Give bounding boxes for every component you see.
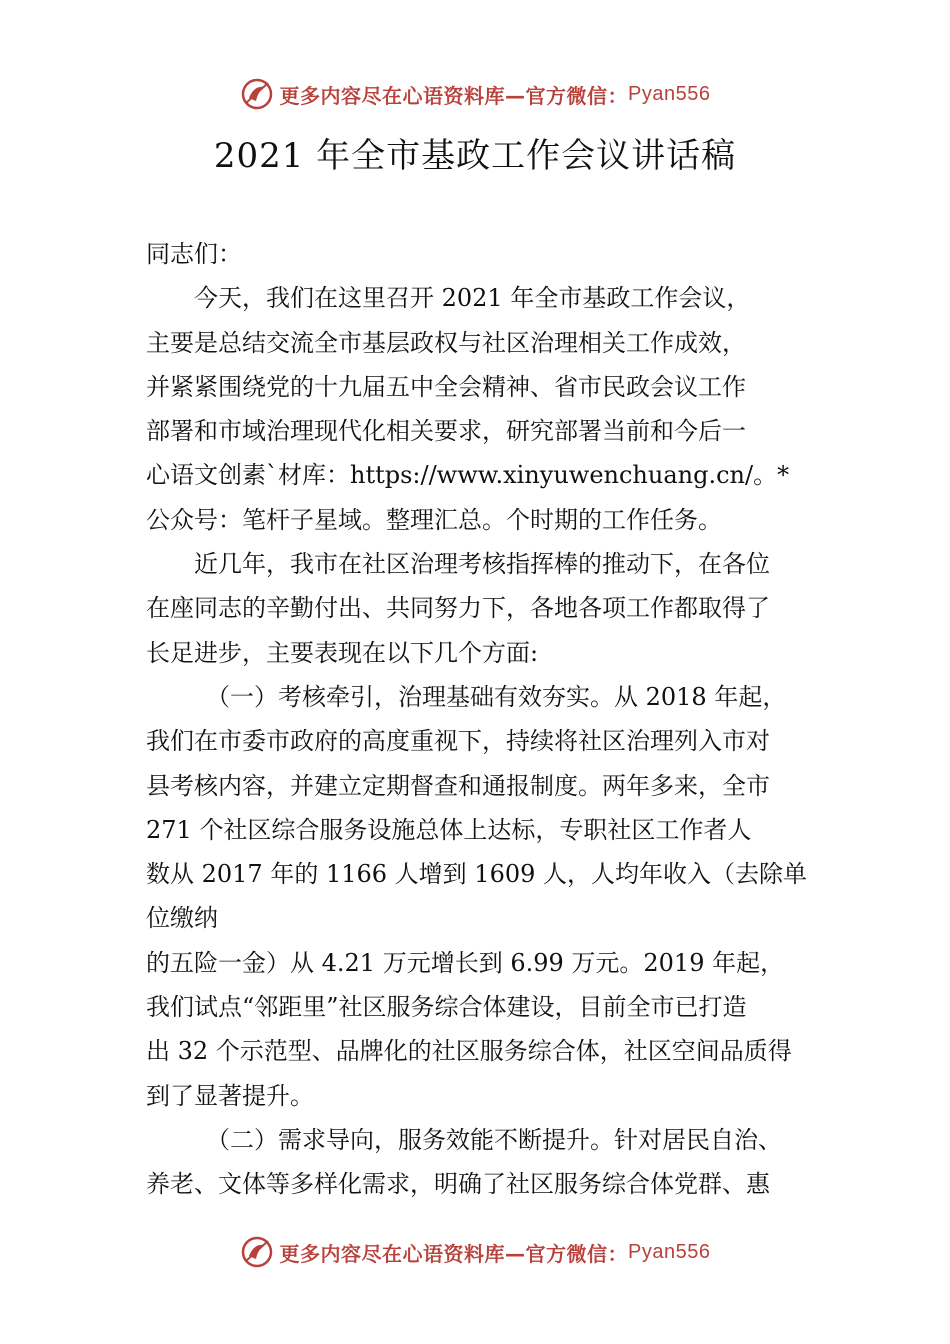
banner-text: 更多内容尽在心语资料库—官方微信： — [279, 1241, 629, 1266]
banner-wechat-id: Pyan556 — [628, 1240, 711, 1263]
paragraph-line: 近几年，我市在社区治理考核指挥棒的推动下，在各位 — [194, 550, 770, 579]
paragraph-line: 我们试点“邻距里”社区服务综合体建设，目前全市已打造 — [146, 993, 747, 1022]
banner-text: 更多内容尽在心语资料库—官方微信： — [279, 83, 629, 108]
paragraph-line: 公众号：笔杆子星域。整理汇总。个时期的工作任务。 — [146, 505, 722, 534]
paragraph-line: 出 32 个示范型、品牌化的社区服务综合体，社区空间品质得 — [146, 1037, 792, 1066]
paragraph-line: 长足进步，主要表现在以下几个方面: — [146, 638, 539, 667]
banner-wechat-id: Pyan556 — [628, 82, 711, 105]
paragraph-line: 今天，我们在这里召开 2021 年全市基政工作会议， — [194, 284, 751, 313]
document-body — [146, 232, 810, 1207]
header-watermark-banner — [0, 74, 950, 114]
section-heading-line: （二）需求导向，服务效能不断提升。针对居民自治、 — [206, 1125, 782, 1154]
paragraph-line: 到了显著提升。 — [146, 1081, 314, 1110]
paragraph-line: 部署和市域治理现代化相关要求，研究部署当前和今后一 — [146, 417, 746, 446]
paragraph-line: 我们在市委市政府的高度重视下，持续将社区治理列入市对 — [146, 727, 770, 756]
paragraph-line: 数从 2017 年的 1166 人增到 1609 人，人均年收入（去除单 — [146, 860, 808, 889]
brand-logo-icon — [240, 1235, 274, 1269]
paragraph-line: 271 个社区综合服务设施总体上达标，专职社区工作者人 — [146, 815, 752, 844]
paragraph-line: 的五险一金）从 4.21 万元增长到 6.99 万元。2019 年起， — [146, 948, 785, 977]
paragraph-line: 位缴纳 — [146, 904, 218, 933]
footer-watermark-banner — [0, 1232, 950, 1272]
section-heading-line: （一）考核牵引，治理基础有效夯实。从 2018 年起， — [206, 682, 787, 711]
paragraph-line: 心语文创素`材库：https://www.xinyuwenchuang.cn/。* — [146, 461, 790, 490]
paragraph-line: 县考核内容，并建立定期督查和通报制度。两年多来，全市 — [146, 771, 770, 800]
brand-logo-icon — [240, 77, 274, 111]
paragraph-line: 养老、文体等多样化需求，明确了社区服务综合体党群、惠 — [146, 1170, 770, 1199]
document-title: 2021 年全市基政工作会议讲话稿 — [213, 136, 737, 176]
paragraph-line: 并紧紧围绕党的十九届五中全会精神、省市民政会议工作 — [146, 372, 746, 401]
paragraph-line: 主要是总结交流全市基层政权与社区治理相关工作成效， — [146, 328, 746, 357]
salutation: 同志们： — [146, 240, 242, 268]
paragraph-line: 在座同志的辛勤付出、共同努力下，各地各项工作都取得了 — [146, 594, 770, 623]
